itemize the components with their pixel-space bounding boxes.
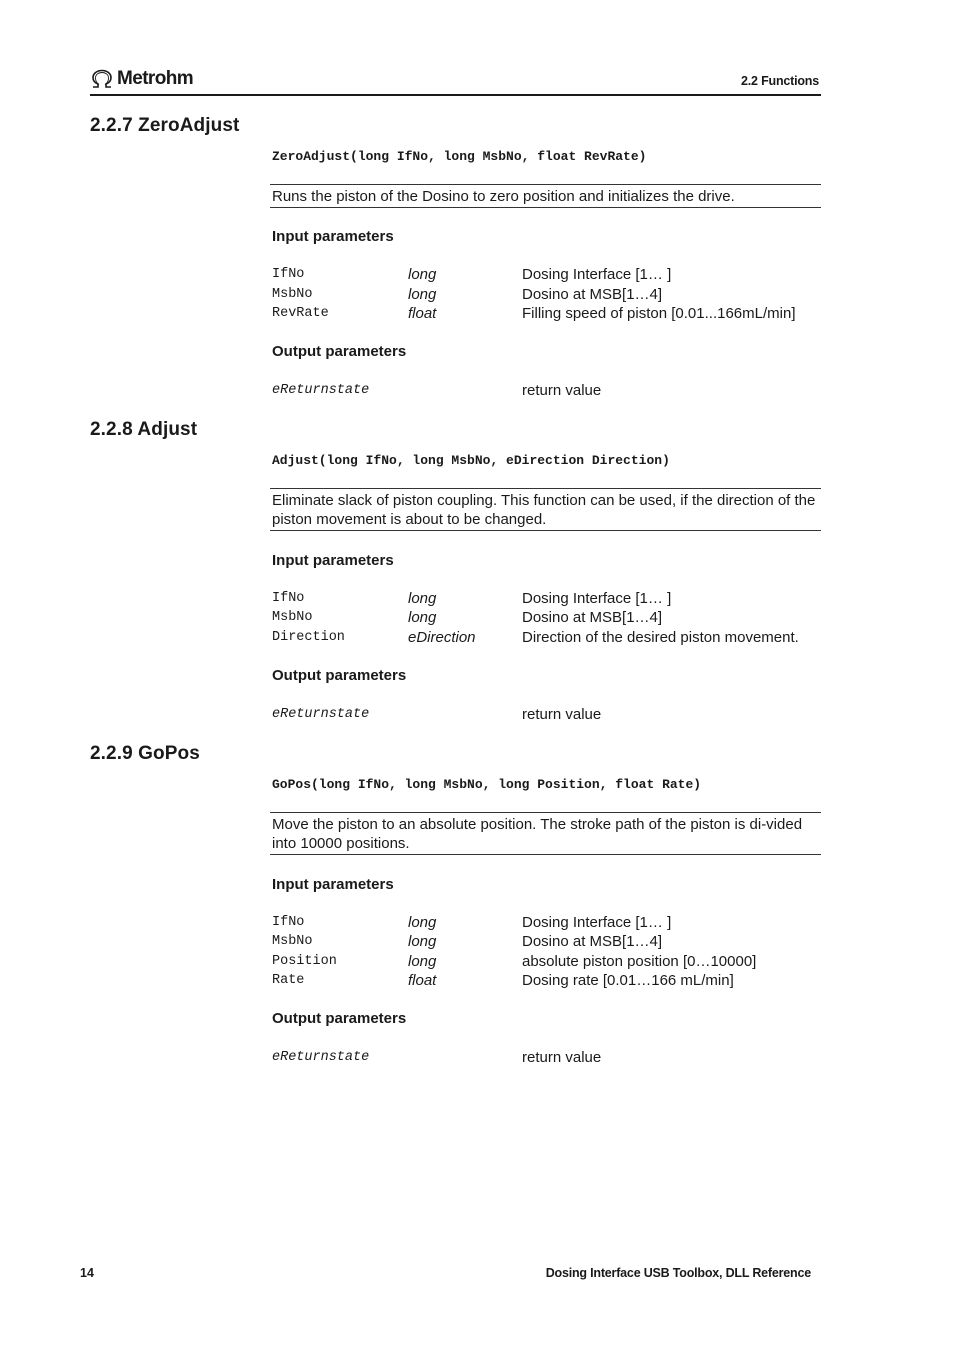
parameter-name: IfNo [272,267,305,282]
parameter-row [272,609,821,629]
return-row [272,1049,821,1069]
parameter-type: float [408,305,437,322]
return-row [272,706,821,726]
parameter-row [272,629,821,649]
parameter-description: Direction of the desired piston movement. [522,629,799,646]
output-parameters-heading: Output parameters [272,667,407,684]
parameter-name: MsbNo [272,610,313,625]
function-description: Move the piston to an absolute position. The stroke path of the piston is di-vided into 10000 positions. [270,812,821,855]
input-parameters-heading: Input parameters [272,876,394,893]
page-number: 14 [80,1266,94,1280]
return-description: return value [522,382,602,399]
parameter-type: float [408,972,437,989]
parameter-row [272,914,821,934]
document-title: Dosing Interface USB Toolbox, DLL Reference [545,1266,811,1280]
parameter-description: Dosino at MSB[1…4] [522,286,663,303]
input-parameters-heading: Input parameters [272,552,394,569]
running-header-section: 2.2 Functions [741,74,819,88]
return-name: eReturnstate [272,707,370,722]
function-description: Eliminate slack of piston coupling. This function can be used, if the direction of the piston movement is about to be changed. [270,488,821,531]
function-signature: GoPos(long IfNo, long MsbNo, long Position, float Rate) [272,777,702,792]
output-parameters-heading: Output parameters [272,343,407,360]
output-parameters-heading: Output parameters [272,1010,407,1027]
function-description: Runs the piston of the Dosino to zero position and initializes the drive. [270,184,821,208]
function-signature: ZeroAdjust(long IfNo, long MsbNo, float RevRate) [272,149,647,164]
parameter-name: Position [272,954,337,969]
parameter-row [272,953,821,973]
return-description: return value [522,706,602,723]
parameter-name: MsbNo [272,287,313,302]
return-name: eReturnstate [272,1050,370,1065]
parameter-row [272,972,821,992]
parameter-description: Dosino at MSB[1…4] [522,609,663,626]
return-row [272,382,821,402]
page-header [90,66,821,96]
parameter-name: IfNo [272,915,305,930]
return-name: eReturnstate [272,383,370,398]
parameter-type: long [408,266,437,283]
parameter-type: long [408,914,437,931]
brand-logo [90,68,193,90]
parameter-description: Dosing Interface [1… ] [522,914,672,931]
parameter-description: Dosing Interface [1… ] [522,590,672,607]
parameter-type: long [408,286,437,303]
parameter-row [272,305,821,325]
parameter-type: long [408,933,437,950]
parameter-row [272,286,821,306]
parameter-description: Dosino at MSB[1…4] [522,933,663,950]
function-signature: Adjust(long IfNo, long MsbNo, eDirection Direction) [272,453,670,468]
return-description: return value [522,1049,602,1066]
parameter-description: absolute piston position [0…10000] [522,953,757,970]
input-parameters-heading: Input parameters [272,228,394,245]
omega-icon [90,69,114,89]
section-title: 2.2.7 ZeroAdjust [90,115,240,136]
brand-name: Metrohm [117,68,194,89]
section-title: 2.2.8 Adjust [90,419,198,440]
parameter-description: Dosing rate [0.01…166 mL/min] [522,972,734,989]
parameter-description: Filling speed of piston [0.01...166mL/min] [522,305,796,322]
parameter-row [272,266,821,286]
parameter-type: eDirection [408,629,476,646]
parameter-description: Dosing Interface [1… ] [522,266,672,283]
parameter-name: RevRate [272,306,329,321]
parameter-type: long [408,953,437,970]
parameter-name: Rate [272,973,305,988]
parameter-name: IfNo [272,591,305,606]
parameter-row [272,933,821,953]
parameter-type: long [408,590,437,607]
parameter-type: long [408,609,437,626]
parameter-name: Direction [272,630,345,645]
parameter-name: MsbNo [272,934,313,949]
parameter-row [272,590,821,610]
section-title: 2.2.9 GoPos [90,743,200,764]
